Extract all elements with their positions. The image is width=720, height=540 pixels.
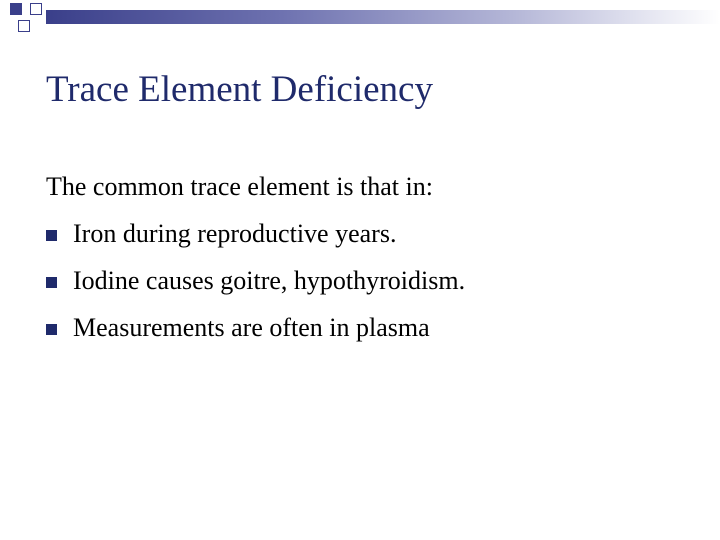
bullet-text: Iron during reproductive years. xyxy=(73,219,397,248)
decoration-square-outlined xyxy=(30,3,42,15)
square-bullet-icon xyxy=(46,324,57,335)
bullet-text: Measurements are often in plasma xyxy=(73,313,430,342)
slide-title: Trace Element Deficiency xyxy=(46,69,433,110)
decoration-square-filled xyxy=(10,3,22,15)
bullet-item xyxy=(46,210,465,257)
square-bullet-icon xyxy=(46,277,57,288)
slide-body xyxy=(46,163,465,351)
intro-text: The common trace element is that in: xyxy=(46,172,433,201)
bullet-item xyxy=(46,304,465,351)
bullet-text: Iodine causes goitre, hypothyroidism. xyxy=(73,266,466,295)
square-bullet-icon xyxy=(46,230,57,241)
bullet-list xyxy=(46,210,465,351)
bullet-item xyxy=(46,257,465,304)
decoration-square-outlined xyxy=(18,20,30,32)
header-gradient-bar xyxy=(46,10,720,24)
